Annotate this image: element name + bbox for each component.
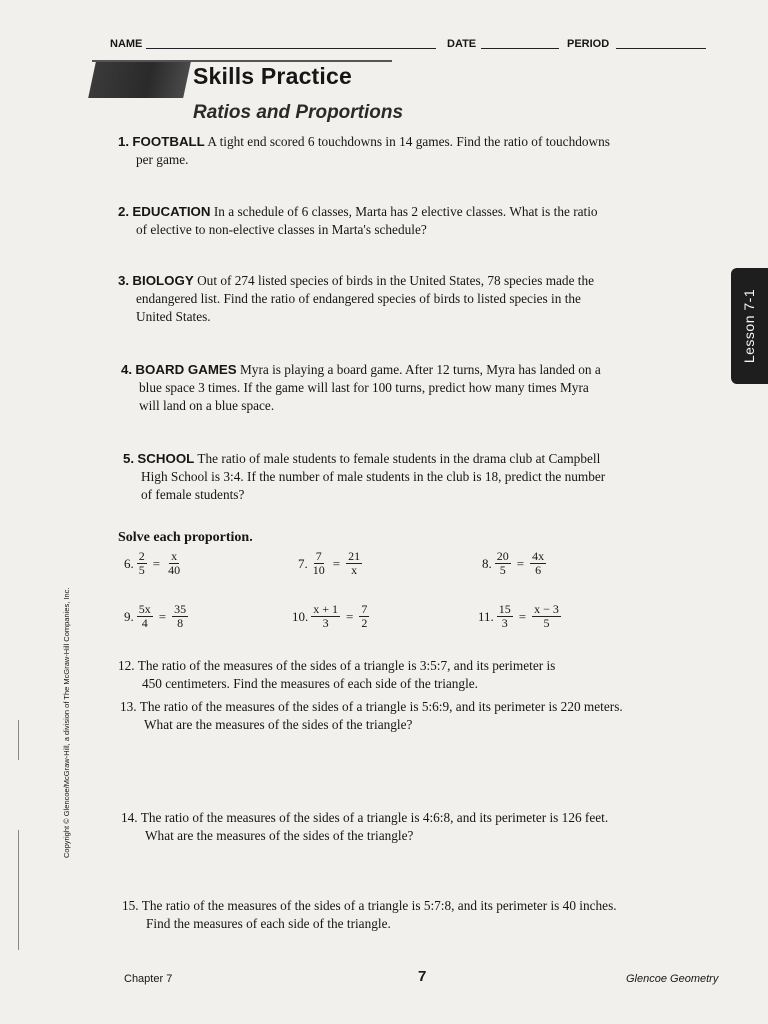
name-field[interactable]: [146, 48, 436, 49]
problem-3: 3. BIOLOGY Out of 274 listed species of birds in the United States, 78 species made the endangered list. Find the ratio of endangered species of birds to listed species in the United States.: [118, 273, 595, 324]
lesson-tab-label: Lesson 7-1: [741, 288, 758, 364]
proportion-7: 7. $\frac{7}{10}$ = $\frac{21}{x}$: [298, 549, 361, 577]
page-number: 7: [418, 968, 427, 985]
date-label: DATE: [447, 38, 477, 50]
period-field[interactable]: [616, 48, 706, 49]
problem-13: 13. The ratio of the measures of the sides of a triangle is 5:6:9, and its perimeter is 220 meters. What are the measures of the sides of the triangle?: [120, 699, 623, 732]
problem-12: 12. The ratio of the measures of the sides of a triangle is 3:5:7, and its perimeter is 450 centimeters. Find the measures of each side of the triangle.: [118, 658, 556, 691]
footer-book: Glencoe Geometry: [626, 973, 719, 985]
problem-2: 2. EDUCATION In a schedule of 6 classes, Marta has 2 elective classes. What is the ratio of elective to non-elective classes in Marta's schedule?: [118, 204, 598, 237]
date-field[interactable]: [481, 48, 559, 49]
problem-15: 15. The ratio of the measures of the sides of a triangle is 5:7:8, and its perimeter is 40 inches. Find the measures of each side of the triangle.: [122, 898, 617, 931]
page-subtitle: Ratios and Proportions: [193, 102, 404, 123]
problem-1: 1. FOOTBALL A tight end scored 6 touchdowns in 14 games. Find the ratio of touchdowns per game.: [118, 134, 610, 167]
title-banner: [88, 62, 191, 98]
footer-chapter: Chapter 7: [124, 973, 173, 985]
period-label: PERIOD: [567, 38, 610, 50]
binding-mark: [18, 720, 19, 760]
name-label: NAME: [110, 38, 143, 50]
proportion-6: 6. $\frac{2}{5}$ = $\frac{x}{40}$: [124, 549, 181, 577]
proportion-9: 9. $\frac{5x}{4}$ = $\frac{35}{8}$: [124, 602, 187, 630]
problem-14: 14. The ratio of the measures of the sides of a triangle is 4:6:8, and its perimeter is 126 feet. What are the measures of the sides of the triangle?: [121, 810, 609, 843]
solve-heading: Solve each proportion.: [118, 530, 253, 545]
page-title: Skills Practice: [193, 63, 352, 89]
problem-4: 4. BOARD GAMES Myra is playing a board game. After 12 turns, Myra has landed on a blue space 3 times. If the game will last for 100 turns, predict how many times Myra will land on a blue space.: [121, 362, 601, 413]
problem-5: 5. SCHOOL The ratio of male students to female students in the drama club at Campbell High School is 3:4. If the number of male students in the club is 18, predict the number of female students?: [123, 451, 606, 502]
proportion-10: 10. $\frac{x + 1}{3}$ = $\frac{7}{2}$: [292, 602, 368, 630]
proportion-8: 8. $\frac{20}{5}$ = $\frac{4x}{6}$: [482, 549, 545, 577]
copyright-notice: Copyright © Glencoe/McGraw-Hill, a division of The McGraw-Hill Companies, Inc.: [62, 587, 71, 858]
lesson-tab: [731, 268, 768, 384]
proportion-11: 11. $\frac{15}{3}$ = $\frac{x - 3}{5}$: [478, 602, 559, 630]
binding-mark: [18, 830, 19, 950]
